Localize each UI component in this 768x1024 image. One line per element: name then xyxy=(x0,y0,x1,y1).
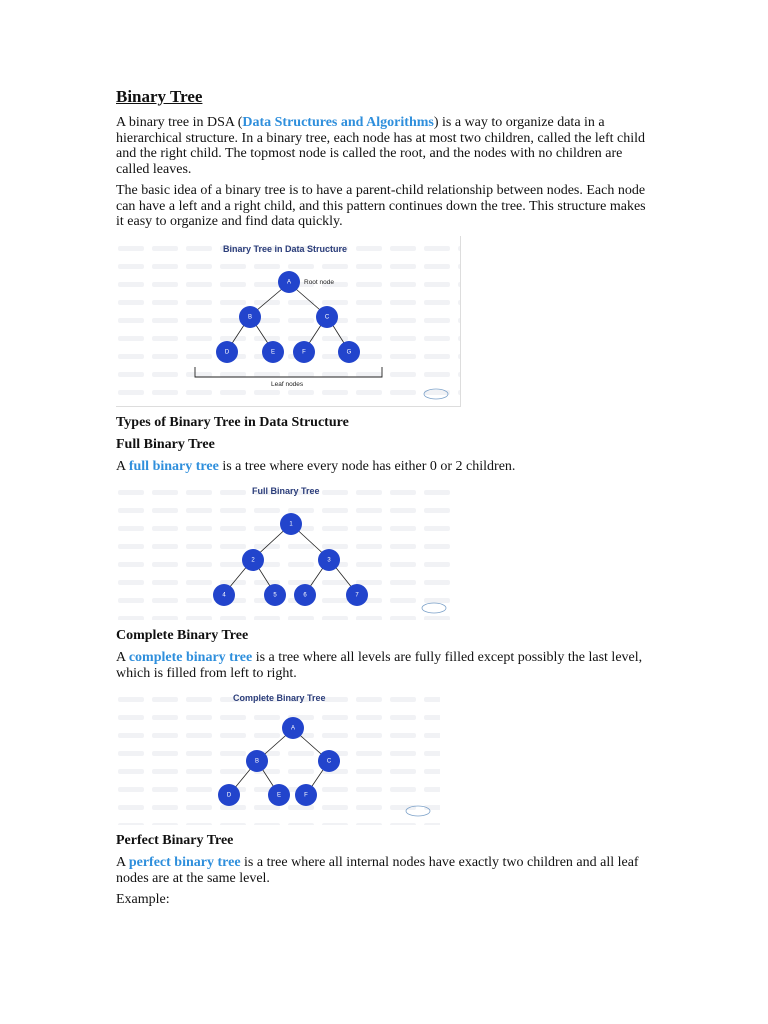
watermark-pattern xyxy=(118,243,460,395)
tree-node xyxy=(242,549,264,571)
svg-text:3: 3 xyxy=(327,557,331,564)
figure-title: Binary Tree in Data Structure xyxy=(223,243,348,254)
tree-node xyxy=(294,584,316,606)
tree-node xyxy=(216,341,238,363)
svg-text:A: A xyxy=(286,279,292,286)
tree-node xyxy=(346,584,368,606)
svg-text:D: D xyxy=(226,792,232,799)
svg-text:E: E xyxy=(270,349,276,356)
tree-node xyxy=(280,513,302,535)
tree-node xyxy=(246,750,268,772)
svg-text:B: B xyxy=(254,758,260,765)
root-node-label: Root node xyxy=(304,278,334,286)
svg-text:7: 7 xyxy=(355,592,359,599)
perfect-pre: A xyxy=(116,855,129,870)
leaf-nodes-label: Leaf nodes xyxy=(271,380,304,388)
svg-text:1: 1 xyxy=(289,521,293,528)
svg-text:G: G xyxy=(346,349,352,356)
full-binary-tree-paragraph xyxy=(116,459,656,475)
complete-pre: A xyxy=(116,650,129,665)
full-post: is a tree where every node has either 0 or 2 children. xyxy=(218,458,516,474)
binary-tree-figure xyxy=(116,236,461,407)
watermark-pattern xyxy=(118,490,458,620)
perfect-binary-tree-paragraph xyxy=(116,855,656,886)
complete-binary-tree-heading: Complete Binary Tree xyxy=(116,628,249,643)
svg-text:D: D xyxy=(224,349,230,356)
perfect-post: is a tree where all internal nodes have exactly two children and all leaf nodes are at the same level. xyxy=(116,855,639,886)
example-label: Example: xyxy=(116,892,170,907)
tree-node xyxy=(316,306,338,328)
svg-text:A: A xyxy=(290,725,296,732)
tree-node xyxy=(293,341,315,363)
tree-node xyxy=(213,584,235,606)
svg-text:6: 6 xyxy=(303,592,307,599)
intro-paragraph xyxy=(116,115,656,177)
svg-text:5: 5 xyxy=(273,592,277,599)
svg-text:4: 4 xyxy=(222,592,226,599)
page-title: Binary Tree xyxy=(116,87,203,106)
tree-node xyxy=(338,341,360,363)
complete-binary-tree-link[interactable]: complete binary tree xyxy=(128,650,253,665)
complete-binary-tree-figure xyxy=(116,687,440,825)
intro-text-pre: A binary tree in DSA ( xyxy=(116,115,243,130)
tree-node xyxy=(318,750,340,772)
full-pre: A xyxy=(116,458,129,474)
tree-node xyxy=(239,306,261,328)
svg-text:F: F xyxy=(304,792,308,799)
logo-icon xyxy=(422,603,446,613)
complete-binary-tree-paragraph xyxy=(116,650,656,681)
intro-text-post: ) is a way to organize data in a hierarchical structure. In a binary tree, each node has at most two children, called the left child and the right child. The topmost node is called the root, and the nodes with no children are called leaves. xyxy=(116,115,646,177)
tree-node xyxy=(218,784,240,806)
svg-text:2: 2 xyxy=(251,557,255,564)
full-binary-tree-figure xyxy=(116,480,458,620)
tree-node xyxy=(318,549,340,571)
dsa-link[interactable]: Data Structures and Algorithms xyxy=(242,115,434,130)
perfect-binary-tree-link[interactable]: perfect binary tree xyxy=(128,855,241,870)
tree-node xyxy=(264,584,286,606)
tree-node xyxy=(262,341,284,363)
tree-node xyxy=(295,784,317,806)
svg-text:F: F xyxy=(302,349,306,356)
complete-post: is a tree where all levels are fully filled except possibly the last level, which is filled from left to right. xyxy=(116,650,643,681)
document-page xyxy=(116,86,656,914)
tree-node xyxy=(282,717,304,739)
types-heading: Types of Binary Tree in Data Structure xyxy=(116,414,349,430)
perfect-binary-tree-heading: Perfect Binary Tree xyxy=(116,833,234,848)
figure-title: Complete Binary Tree xyxy=(233,693,326,703)
full-binary-tree-heading: Full Binary Tree xyxy=(116,436,215,452)
svg-text:B: B xyxy=(247,314,253,321)
svg-text:C: C xyxy=(324,314,330,321)
full-binary-tree-link[interactable]: full binary tree xyxy=(128,458,219,474)
svg-text:E: E xyxy=(276,792,282,799)
svg-text:C: C xyxy=(326,758,332,765)
figure-title: Full Binary Tree xyxy=(252,486,320,496)
logo-icon xyxy=(406,806,430,816)
basic-idea-paragraph: The basic idea of a binary tree is to have a parent-child relationship between nodes. Each node can have a left and a right child, and this pattern continues down the tree. This structure makes it easy to organize and find data quickly. xyxy=(116,183,646,229)
tree-node xyxy=(268,784,290,806)
tree-node xyxy=(278,271,300,293)
